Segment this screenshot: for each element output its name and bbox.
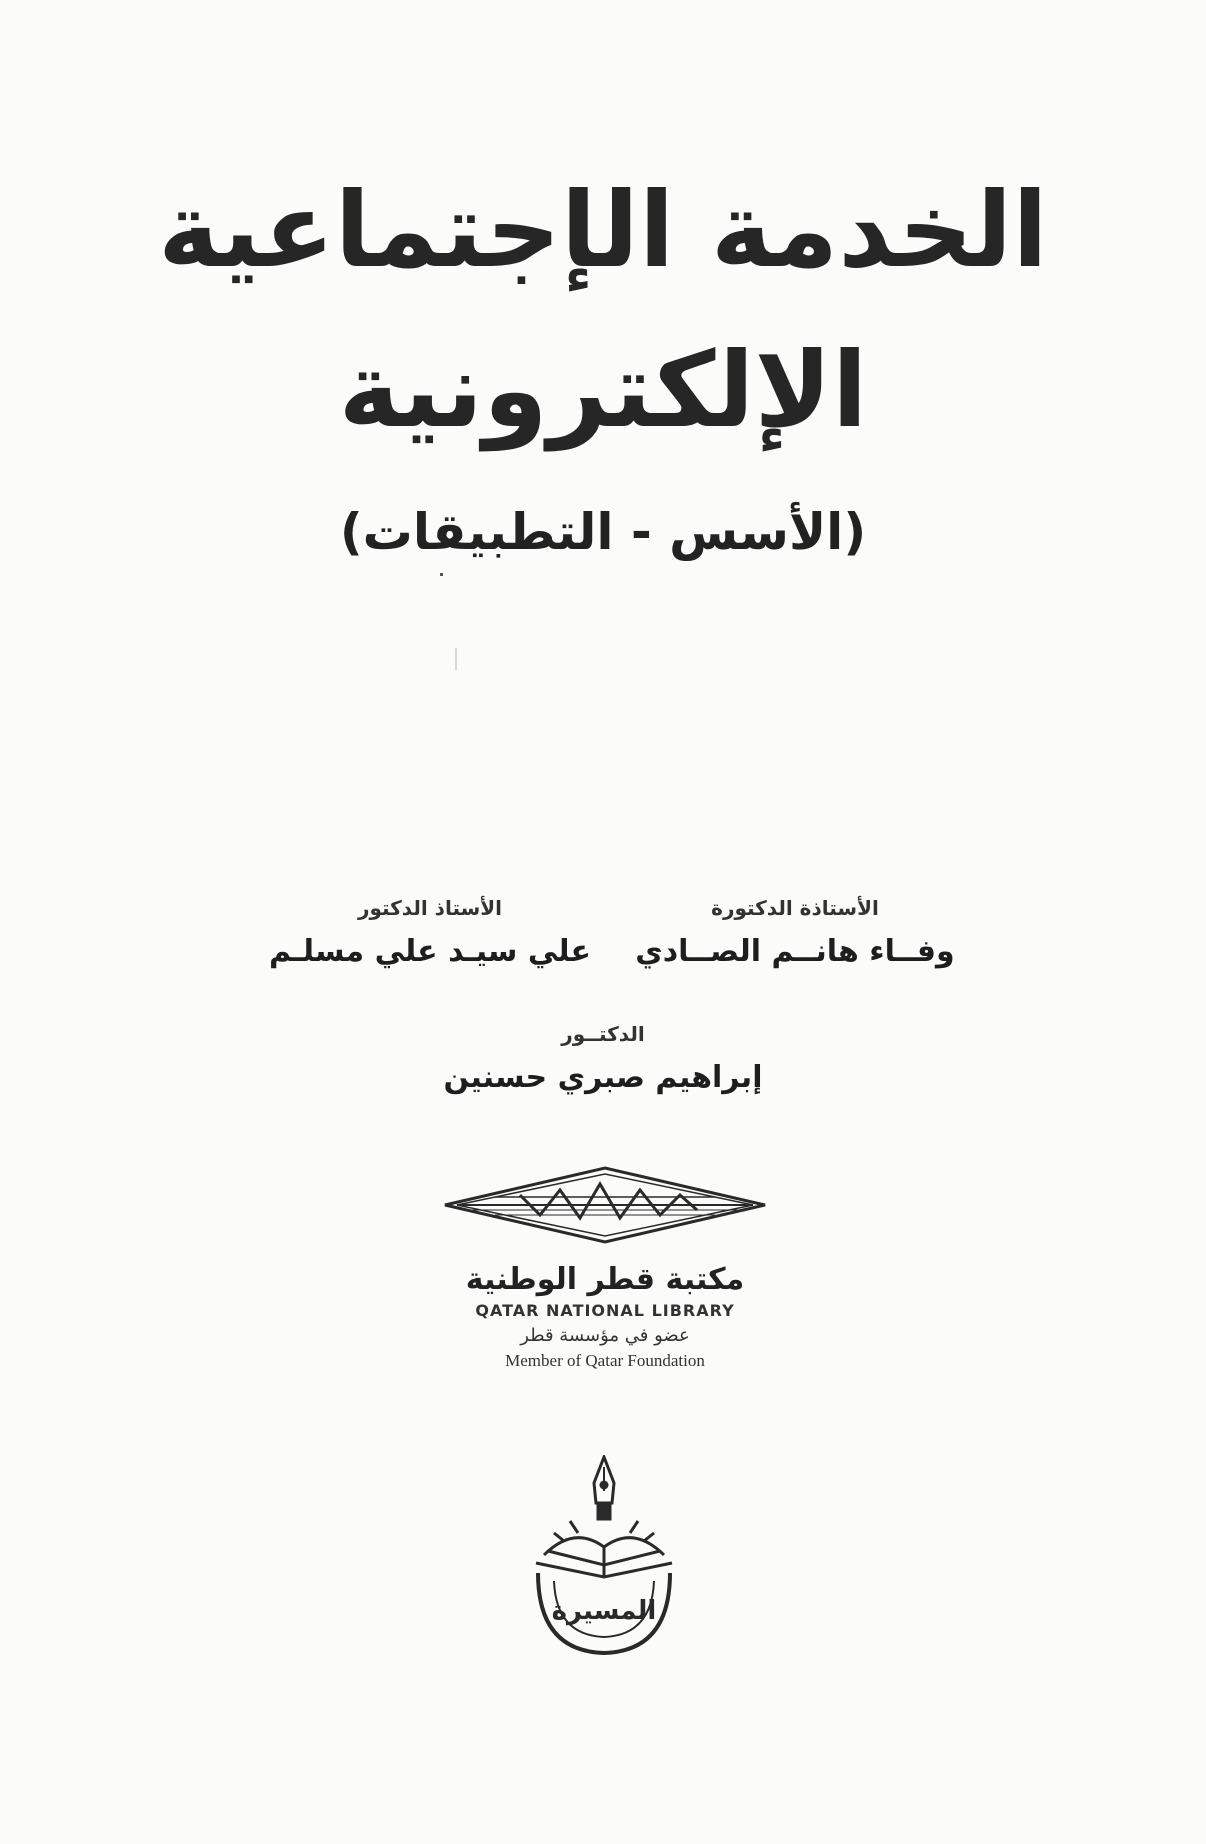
author-name: علي سيـد علي مسلـم	[269, 934, 591, 969]
author-role: الدكتــور	[561, 1022, 645, 1046]
author-name: وفــاء هانــم الصــادي	[635, 934, 955, 969]
author-2	[240, 894, 620, 974]
book-title-line-1: الخدمة الإجتماعية	[158, 169, 1048, 291]
publisher-logo	[524, 1455, 684, 1664]
book-title-line-2: الإلكترونية	[338, 329, 868, 451]
scan-mark	[440, 573, 443, 576]
author-name: إبراهيم صبري حسنين	[443, 1060, 763, 1095]
library-stamp	[420, 1160, 790, 1372]
library-member-english: Member of Qatar Foundation	[505, 1351, 705, 1370]
library-name-english: QATAR NATIONAL LIBRARY	[475, 1301, 735, 1320]
author-role: الأستاذة الدكتورة	[711, 896, 879, 920]
author-1	[605, 894, 985, 974]
library-name-arabic: مكتبة قطر الوطنية	[465, 1262, 745, 1297]
book-subtitle: (الأسس - التطبيقات)	[339, 503, 867, 561]
author-role: الأستاذ الدكتور	[357, 896, 503, 920]
library-member-arabic: عضو في مؤسسة قطر	[520, 1325, 690, 1346]
scan-mark	[455, 648, 457, 670]
author-3	[413, 1020, 793, 1100]
pen-nib-book-seal-icon	[524, 1455, 684, 1660]
publisher-name: المسيرة	[551, 1596, 657, 1626]
qnl-logo-icon	[435, 1160, 775, 1250]
